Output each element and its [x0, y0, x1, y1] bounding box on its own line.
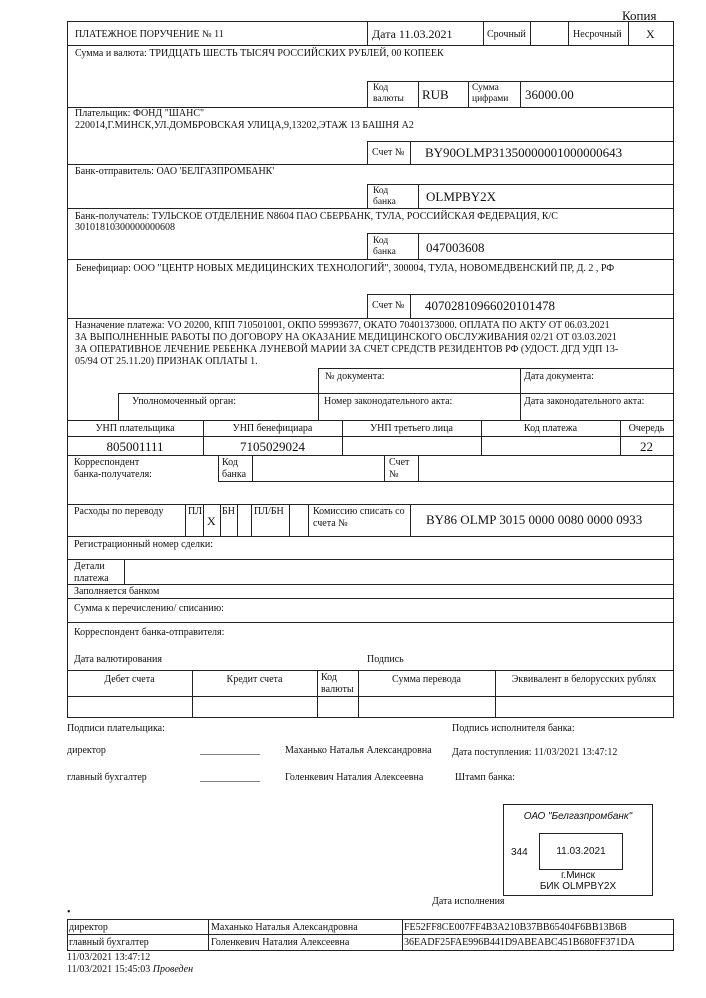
bank-executor-title: Подпись исполнителя банка: [452, 723, 575, 734]
stamp-label: Штамп банка: [455, 772, 515, 783]
accountant-name: Голенкевич Наталия Алексеевна [285, 772, 424, 783]
details-label: Детали платежа [74, 561, 109, 584]
receiver-bank-corr: 30101810300000000608 [75, 222, 175, 233]
stamp-bank-name: ОАО "Белгазпромбанк" [523, 811, 633, 822]
received-date: Дата поступления: 11/03/2021 13:47:12 [452, 747, 618, 758]
accountant-sign-line: ____________ [200, 772, 260, 783]
purpose-line-2: ЗА ВЫПОЛНЕННЫЕ РАБОТЫ ПО ДОГОВОРУ НА ОКАЗАНИЕ МЕДИЦИНСКОГО ОБСЛУЖИВАНИЯ 02/21 ОТ 03.03.2021 [75, 332, 617, 343]
law-number-label: Номер законодательного акта: [324, 396, 453, 407]
payer-name: Плательщик: ФОНД "ШАНС" [75, 108, 205, 119]
currency-code-header: Код валюты [321, 672, 354, 695]
nonurgent-mark: X [646, 27, 655, 41]
registration-label: Регистрационный номер сделки: [74, 539, 214, 550]
sender-bank-code: OLMPBY2X [426, 189, 497, 204]
timestamp-1: 11/03/2021 13:47:12 [67, 952, 151, 963]
payer-address: 220014,Г.МИНСК,УЛ.ДОМБРОВСКАЯ УЛИЦА,9,13202,ЭТАЖ 13 БАШНЯ А2 [75, 120, 414, 131]
nonurgent-label: Несрочный [573, 29, 622, 40]
header-bottom-line [67, 45, 674, 46]
stamp-number: 344 [511, 847, 528, 858]
sig-row-2-role: главный бухгалтер [69, 937, 149, 948]
beneficiary-account: 40702810966020101478 [425, 298, 555, 313]
law-date-label: Дата законодательного акта: [524, 396, 645, 407]
receiver-bank-code-label: Код банка [373, 236, 396, 257]
form-right-border [673, 21, 674, 718]
purpose-line-3: ЗА ОПЕРАТИВНОЕ ЛЕЧЕНИЕ РЕБЕНКА ЛУНЕВОЙ МАРИИ ЗА СЧЕТ СРЕДСТВ РЕЗИДЕНТОВ РФ (УДОСТ. ДГД УДП 13- [75, 344, 619, 355]
timestamp-2: 11/03/2021 15:45:03 [67, 964, 151, 975]
bullet: • [67, 907, 71, 918]
beneficiary: Бенефициар: ООО "ЦЕНТР НОВЫХ МЕДИЦИНСКИХ ТЕХНОЛОГИЙ", 300004, ТУЛА, НОВОМЕДВЕНСКИЙ ПР, Д. 2 , РФ [76, 263, 615, 274]
correspondent-code-label: Код банка [222, 457, 247, 480]
timestamp-2-row [67, 964, 193, 976]
order-date: Дата 11.03.2021 [372, 27, 453, 41]
transfer-sum-label: Сумма к перечислению/ списанию: [74, 603, 224, 614]
purpose-line-4: 05/94 ОТ 25.11.20) ПРИЗНАК ОПЛАТЫ 1. [75, 356, 258, 367]
header-top-line [67, 21, 674, 22]
form-left-border [67, 21, 68, 718]
correspondent-label: Корреспондент банка-получателя: [74, 457, 152, 480]
copy-label: Копия [622, 8, 657, 23]
sender-bank-code-label: Код банка [373, 186, 396, 207]
receiver-bank-code: 047003608 [426, 240, 485, 255]
expenses-label: Расходы по переводу [74, 506, 164, 517]
sum-digits-label: Сумма цифрами [472, 83, 509, 104]
sig-row-2-hash: 36EADF25FAE996B441D9ABEABC451B680FF371DA [404, 937, 635, 948]
status-text: Проведен [152, 964, 194, 975]
currency-code-label: Код валюты [373, 83, 404, 104]
sum-digits-value: 36000.00 [525, 87, 574, 102]
value-date-label: Дата валютирования [74, 654, 162, 665]
director-sign-line: ____________ [200, 745, 260, 756]
sig-row-1-name: Маханько Наталья Александровна [211, 922, 358, 933]
doc-date-label: Дата документа: [524, 371, 594, 382]
debit-header: Дебет счета [104, 674, 155, 685]
amount-words: Сумма и валюта: ТРИДЦАТЬ ШЕСТЬ ТЫСЯЧ РОССИЙСКИХ РУБЛЕЙ, 00 КОПЕЕК [75, 48, 444, 59]
commission-account: BY86 OLMP 3015 0000 0080 0000 0933 [426, 512, 643, 527]
payer-unp: 805001111 [106, 439, 164, 454]
queue-value: 22 [640, 439, 653, 454]
beneficiary-account-label: Счет № [372, 300, 405, 311]
transfer-sum-header: Сумма перевода [392, 674, 461, 685]
purpose-line-1: Назначение платежа: VO 20200, КПП 710501001, ОКПО 59993677, ОКАТО 70401373000. ОПЛАТА ПО АКТУ ОТ 06.03.2021 [75, 320, 610, 331]
credit-header: Кредит счета [226, 674, 283, 685]
stamp-city: г.Минск [560, 870, 596, 881]
byn-equivalent-header: Эквивалент в белорусских рублях [511, 674, 657, 685]
payer-signatures-title: Подписи плательщика: [67, 723, 165, 734]
bank-section-title: Заполняется банком [74, 586, 160, 597]
doc-number-label: № документа: [325, 371, 385, 382]
expenses-our-mark: X [207, 514, 216, 528]
beneficiary-unp-label: УНП бенефициара [232, 423, 313, 434]
accountant-label: главный бухгалтер [67, 772, 147, 783]
director-label: директор [67, 745, 106, 756]
correspondent-account-label: Счет № [389, 457, 410, 480]
sig-row-1-hash: FE52FF8CE007FF4B3A210B37BB65404F6BB13B6B [404, 922, 627, 933]
execution-date-label: Дата исполнения [432, 896, 505, 907]
authority-label: Уполномоченный орган: [132, 396, 237, 407]
payer-account-label: Счет № [372, 147, 405, 158]
payer-unp-label: УНП плательщика [95, 423, 175, 434]
urgent-label: Срочный [487, 29, 526, 40]
director-name: Маханько Наталья Александровна [285, 745, 432, 756]
stamp-bic: БИК OLMPBY2X [539, 881, 617, 892]
stamp-date: 11.03.2021 [556, 846, 606, 857]
queue-label: Очередь [628, 423, 665, 434]
currency-value: RUB [422, 87, 449, 102]
commission-label: Комиссию списать со счета № [313, 506, 405, 529]
payer-account: BY90OLMP31350000001000000643 [425, 145, 623, 160]
expenses-our: ПЛ [188, 506, 203, 517]
signature-label: Подпись [367, 654, 404, 665]
sender-corr-label: Корреспондент банка-отправителя: [74, 627, 225, 638]
bank-stamp [503, 804, 653, 896]
expenses-split: ПЛ/БН [254, 506, 284, 517]
sig-row-2-name: Голенкевич Наталия Алексеевна [211, 937, 350, 948]
payment-code-label: Код платежа [523, 423, 578, 434]
sig-row-1-role: директор [69, 922, 108, 933]
receiver-bank: Банк-получатель: ТУЛЬСКОЕ ОТДЕЛЕНИЕ N8604 ПАО СБЕРБАНК, ТУЛА, РОССИЙСКАЯ ФЕДЕРАЦИЯ, К/С [75, 211, 558, 222]
sender-bank: Банк-отправитель: ОАО 'БЕЛГАЗПРОМБАНК' [75, 166, 275, 177]
beneficiary-unp: 7105029024 [240, 439, 305, 454]
expenses-ben: БН [222, 506, 235, 517]
order-title: ПЛАТЕЖНОЕ ПОРУЧЕНИЕ № 11 [75, 29, 224, 40]
third-party-unp-label: УНП третьего лица [370, 423, 453, 434]
